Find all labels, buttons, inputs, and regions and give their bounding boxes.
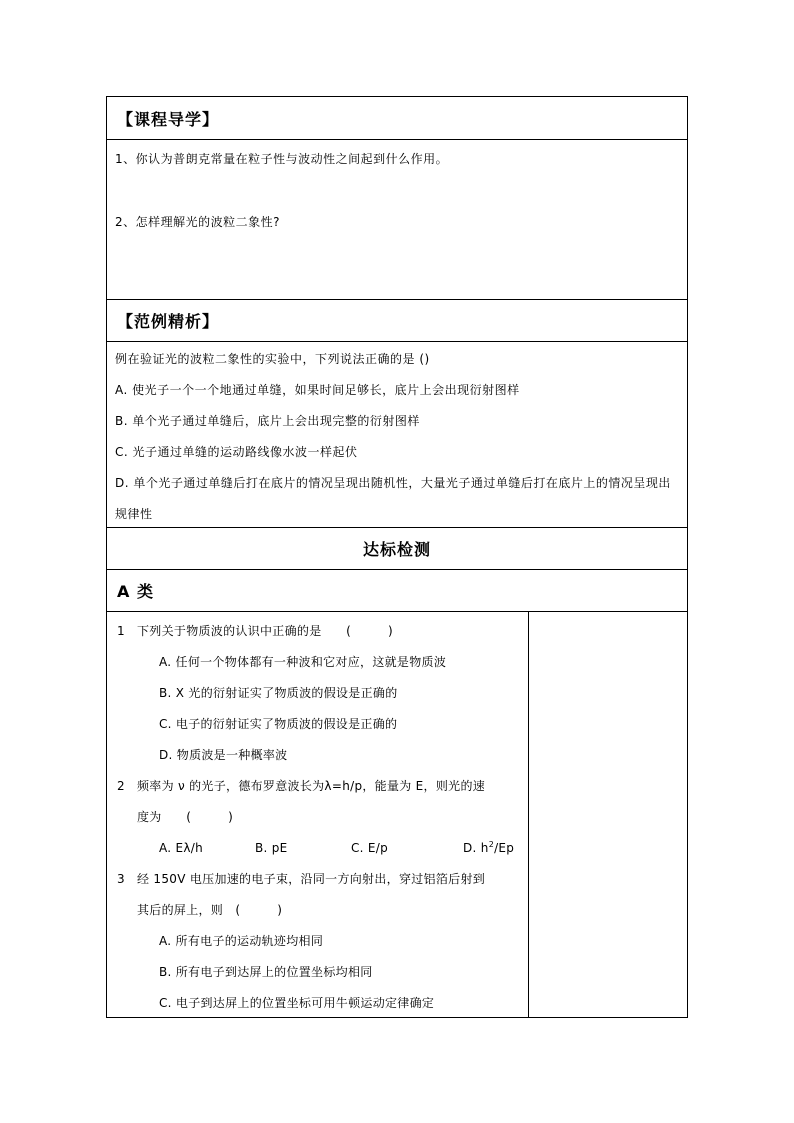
q2-option-a: A. Eλ/h (159, 841, 204, 855)
example-body (107, 341, 687, 527)
question-stem-cont: 其后的屏上，则 ( ) (137, 903, 283, 917)
question-3-line-2 (117, 895, 522, 926)
example-option-a: A. 使光子一个一个地通过单缝，如果时间足够长，底片上会出现衍射图样 (115, 383, 520, 397)
q3-option-c: C. 电子到达屏上的位置坐标可用牛顿运动定律确定 (159, 996, 435, 1010)
example-option-d: D. 单个光子通过单缝后打在底片的情况呈现出随机性，大量光子通过单缝后打在底片上的情况呈现出规律性 (115, 476, 671, 521)
guide-body (107, 139, 687, 299)
q3-option-b: B. 所有电子到达屏上的位置坐标均相同 (159, 965, 373, 979)
test-title: 达标检测 (362, 540, 431, 559)
question-2-line-2 (117, 802, 522, 833)
q1-option-a: A. 任何一个物体都有一种波和它对应，这就是物质波 (159, 655, 447, 669)
question-number: 3 (117, 872, 125, 886)
q3-option-a: A. 所有电子的运动轨迹均相同 (159, 934, 324, 948)
questions-column (107, 612, 529, 1017)
guide-title: 【课程导学】 (117, 109, 220, 129)
q1-option-c: C. 电子的衍射证实了物质波的假设是正确的 (159, 717, 398, 731)
test-questions-row (107, 611, 687, 1017)
q1-option-d: D. 物质波是一种概率波 (159, 748, 288, 762)
guide-question-1: 1、你认为普朗克常量在粒子性与波动性之间起到什么作用。 (115, 152, 449, 166)
test-header (107, 527, 687, 569)
example-option-c: C. 光子通过单缝的运动路线像水波一样起伏 (115, 445, 358, 459)
question-stem: 下列关于物质波的认识中正确的是 ( ) (137, 624, 393, 638)
q2-options (117, 833, 522, 864)
q2-option-b: B. pE (255, 841, 288, 855)
guide-header (107, 97, 687, 139)
question-stem: 经 150V 电压加速的电子束，沿同一方向射出，穿过铝箔后射到 (137, 872, 486, 886)
question-2 (117, 771, 522, 802)
question-number: 2 (117, 779, 125, 793)
example-stem: 例在验证光的波粒二象性的实验中，下列说法正确的是 () (115, 352, 430, 366)
question-3 (117, 864, 522, 895)
q1-option-b: B. X 光的衍射证实了物质波的假设是正确的 (159, 686, 398, 700)
guide-question-2: 2、怎样理解光的波粒二象性? (115, 215, 281, 229)
class-a-title: A 类 (117, 582, 154, 601)
example-option-b: B. 单个光子通过单缝后，底片上会出现完整的衍射图样 (115, 414, 420, 428)
question-1 (117, 616, 522, 647)
example-header (107, 299, 687, 341)
question-stem-cont: 度为 ( ) (137, 810, 234, 824)
class-a-header (107, 569, 687, 611)
q2-option-d: D. $h^2/Ep$ (463, 840, 515, 855)
worksheet-table (106, 96, 688, 1018)
example-title: 【范例精析】 (117, 312, 220, 331)
question-stem: 频率为 ν 的光子，德布罗意波长为λ=h/p，能量为 E，则光的速 (137, 779, 486, 793)
question-number: 1 (117, 624, 125, 638)
notes-column (529, 612, 687, 1017)
q2-option-c: C. E/p (351, 841, 389, 855)
